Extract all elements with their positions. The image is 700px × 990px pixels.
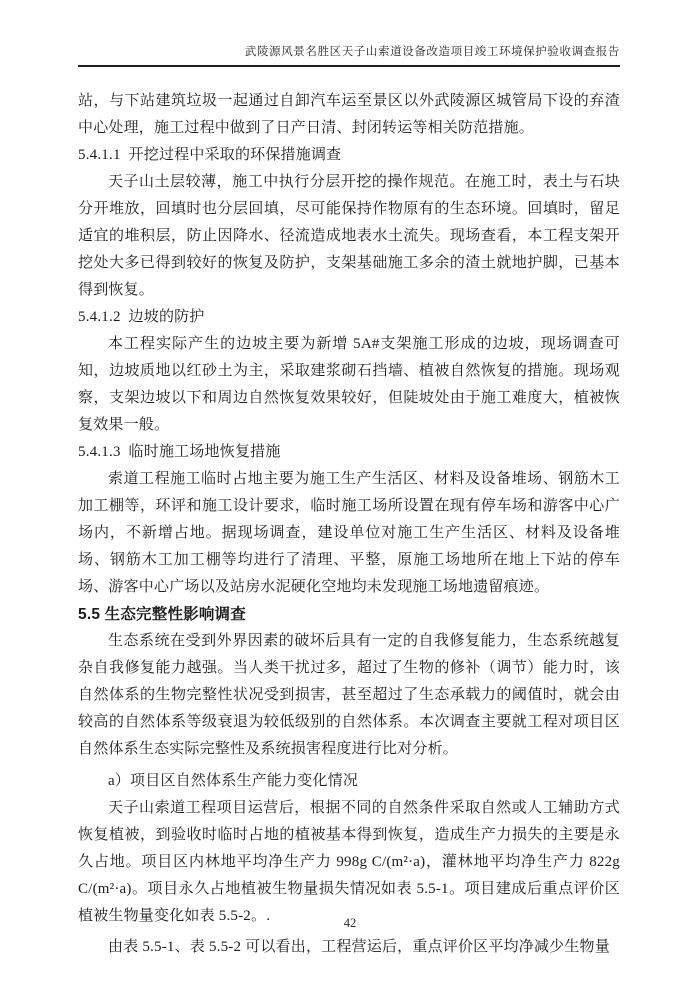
paragraph-ecosystem-integrity: 生态系统在受到外界因素的破坏后具有一定的自我修复能力，生态系统越复杂自我修复能力越强。当人类干扰过多，超过了生物的修补（调节）能力时，该自然体系的生物完整性状况受到损害，甚至超过了生态承载力的阈值时，就会由较高的自然体系等级衰退为较低级别的自然体系。本次调查主要就工程对项目区自然体系生态实际完整性及系统损害程度进行比对分析。	[78, 633, 620, 757]
page-header	[78, 44, 620, 67]
paragraph-productivity-values: 天子山索道工程项目运营后，根据不同的自然条件采取自然或人工辅助方式恢复植被，到验收时临时占地的植被基本得到恢复，造成生产力损失的主要是永久占地。项目区内林地平均净生产力 998g C/(m²·a)，灌林地平均净生产力 822g C/(m²·a)。项目永久占地植被生物量损失情况如表 5.5-1。项目建成后重点评价区植被生物量变化如表 5.5-2。.	[78, 800, 620, 924]
paragraph-continuation: 站，与下站建筑垃圾一起通过自卸汽车运至景区以外武陵源区城管局下设的弃渣中心处理，施工过程中做到了日产日清、封闭转运等相关防范措施。	[78, 93, 620, 136]
page-number: 42	[343, 916, 357, 930]
paragraph-temporary-site-restoration: 索道工程施工临时占地主要为施工生产生活区、材料及设备堆场、钢筋木工加工棚等，环评和施工设计要求，临时施工场所设置在现有停车场和游客中心广场内，不新增占地。据现场调查，建设单位对施工生产生活区、材料及设备堆场、钢筋木工加工棚等均进行了清理、平整，原施工场地所在地上下站的停车场、游客中心广场以及站房水泥硬化空地均未发现施工场地遗留痕迹。	[78, 471, 620, 595]
section-heading-5-4-1-3: 5.4.1.3 临时施工场地恢复措施	[78, 444, 281, 460]
header-rule-divider	[78, 65, 620, 67]
page-footer	[0, 916, 700, 931]
section-heading-5-5: 5.5 生态完整性影响调查	[78, 606, 246, 623]
paragraph-table-conclusion: 由表 5.5-1、表 5.5-2 可以看出，工程营运后，重点评价区平均净减少生物量	[108, 939, 610, 955]
paragraph-excavation-measures: 天子山土层较薄，施工中执行分层开挖的操作规范。在施工时，表土与石块分开堆放，回填时也分层回填，尽可能保持作物原有的生态环境。回填时，留足适宜的堆积层，防止因降水、径流造成地表水土流失。现场查看，本工程支架开挖处大多已得到较好的恢复及防护，支架基础施工多余的渣土就地护脚，已基本得到恢复。	[78, 174, 620, 298]
header-title: 武陵源风景名胜区天子山索道设备改造项目竣工环境保护验收调查报告	[244, 46, 620, 58]
list-item-a-production-capacity: a）项目区自然体系生产能力变化情况	[108, 773, 359, 789]
document-body	[78, 88, 620, 961]
section-heading-5-4-1-2: 5.4.1.2 边坡的防护	[78, 309, 205, 325]
paragraph-slope-protection: 本工程实际产生的边坡主要为新增 5A#支架施工形成的边坡，现场调查可知，边坡质地以红砂土为主，采取建浆砌石挡墙、植被自然恢复的措施。现场观察，支架边坡以下和周边自然恢复效果较好，但陡坡处由于施工难度大，植被恢复效果一般。	[78, 336, 620, 433]
section-heading-5-4-1-1: 5.4.1.1 开挖过程中采取的环保措施调查	[78, 147, 342, 163]
